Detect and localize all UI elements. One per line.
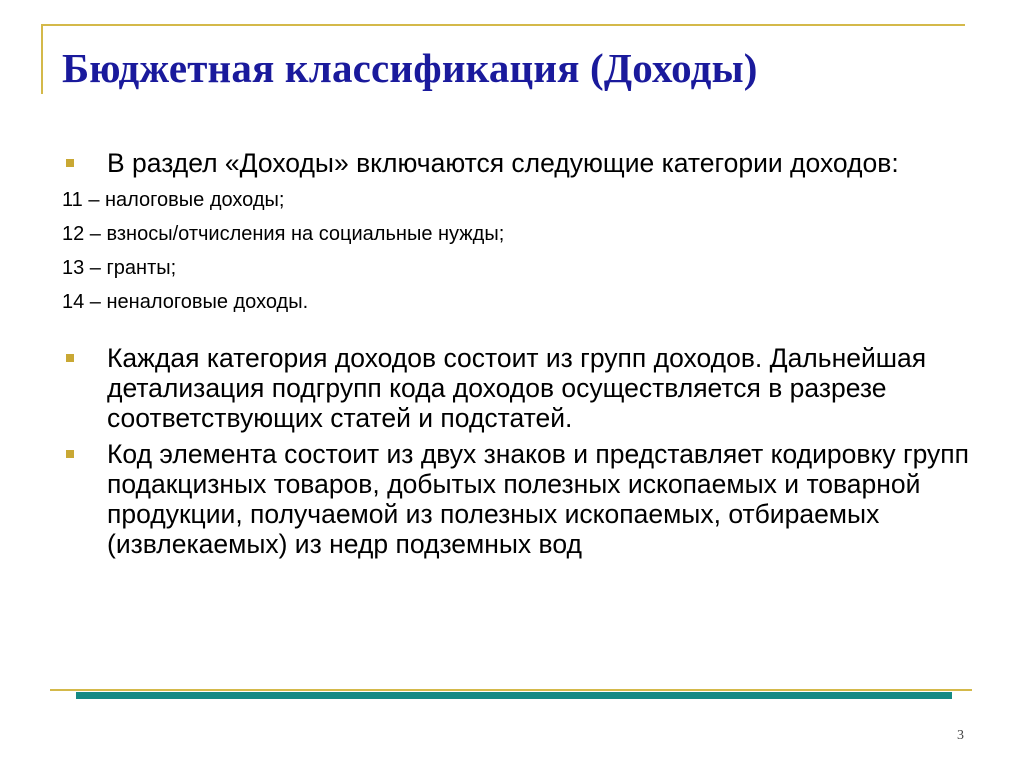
top-frame-line	[41, 24, 965, 26]
bullet-item	[62, 148, 972, 178]
square-bullet-icon	[66, 354, 74, 362]
page-number: 3	[957, 728, 964, 743]
category-item: 11 – налоговые доходы;	[62, 189, 285, 211]
bullet-item	[62, 343, 972, 433]
bottom-gold-line	[50, 689, 972, 691]
square-bullet-icon	[66, 159, 74, 167]
category-item: 13 – гранты;	[62, 257, 177, 279]
bullet-item	[62, 439, 972, 559]
bullet-text: Каждая категория доходов состоит из групп доходов. Дальнейшая детализация подгрупп кода доходов осуществляется в разрезе соответствующих статей и подстатей.	[107, 343, 927, 433]
category-list	[62, 189, 972, 313]
square-bullet-icon	[66, 450, 74, 458]
bottom-teal-bar	[76, 692, 952, 699]
category-item: 12 – взносы/отчисления на социальные нужды;	[62, 223, 505, 245]
slide-title: Бюджетная классификация (Доходы)	[62, 45, 758, 91]
left-frame-line	[41, 24, 43, 94]
bullet-text: В раздел «Доходы» включаются следующие категории доходов:	[107, 148, 899, 178]
category-item: 14 – неналоговые доходы.	[62, 291, 309, 313]
slide-content	[62, 148, 972, 559]
bullet-text: Код элемента состоит из двух знаков и представляет кодировку групп подакцизных товаров, добытых полезных ископаемых и товарной продукции, получаемой из полезных ископаемых, отбираемых (извлекаемых) из недр подземных вод	[107, 439, 970, 559]
